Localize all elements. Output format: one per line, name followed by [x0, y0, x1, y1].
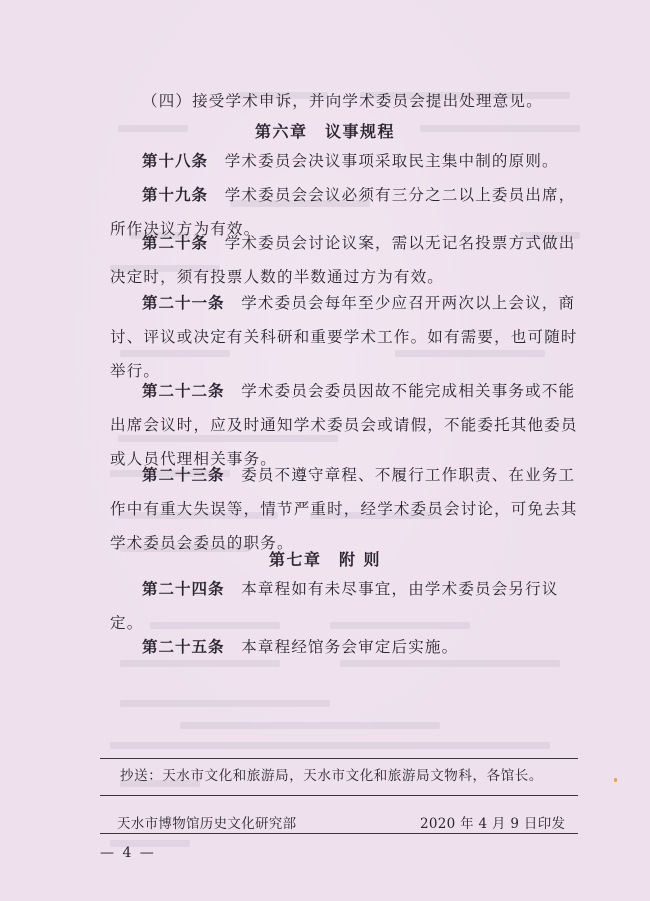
- footer-top-rule: [100, 758, 578, 759]
- article-20-label: 第二十条: [142, 233, 209, 252]
- orange-speck: [614, 778, 617, 782]
- article-22-label: 第二十二条: [142, 381, 225, 400]
- article-25-label: 第二十五条: [142, 637, 225, 656]
- article-21: 第二十一条 学术委员会每年至少应召开两次以上会议，商讨、评议或决定有关科研和重要学术工作。如有需要，也可随时举行。: [110, 293, 578, 380]
- article-21-label: 第二十一条: [142, 293, 225, 312]
- article-25: 第二十五条 本章程经馆务会审定后实施。: [142, 637, 459, 656]
- chapter-six-heading: 第六章 议事规程: [254, 122, 395, 141]
- article-24: 第二十四条 本章程如有未尽事宜，由学术委员会另行议定。: [110, 579, 559, 632]
- page-number: — 4 —: [100, 845, 156, 861]
- issuing-department: 天水市博物馆历史文化研究部: [117, 816, 297, 832]
- article-24-label: 第二十四条: [142, 579, 225, 598]
- article-23-label: 第二十三条: [142, 465, 225, 484]
- article-19: 第十九条 学术委员会会议必须有三分之二以上委员出席，所作决议方为有效。: [110, 185, 576, 238]
- article-18-label: 第十八条: [142, 151, 209, 170]
- article-20: 第二十条 学术委员会讨论议案，需以无记名投票方式做出决定时，须有投票人数的半数通过方为有效。: [110, 233, 576, 286]
- article-23: 第二十三条 委员不遵守章程、不履行工作职责、在业务工作中有重大失误等，情节严重时，经学术委员会讨论，可免去其学术委员会委员的职务。: [110, 465, 578, 552]
- chapter-seven-heading: 第七章 附 则: [268, 550, 382, 569]
- footer-middle-rule: [100, 795, 578, 796]
- article-18: 第十八条 学术委员会决议事项采取民主集中制的原则。: [142, 151, 559, 170]
- article-22: 第二十二条 学术委员会委员因故不能完成相关事务或不能出席会议时，应及时通知学术委员会或请假，不能委托其他委员或人员代理相关事务。: [110, 381, 578, 468]
- item-four: （四）接受学术申诉，并向学术委员会提出处理意见。: [142, 92, 543, 110]
- issue-date: 2020 年 4 月 9 日印发: [420, 816, 566, 832]
- footer-bottom-rule: [100, 833, 578, 834]
- cc-line: 抄送：天水市文化和旅游局，天水市文化和旅游局文物科，各馆长。: [120, 768, 543, 784]
- article-19-label: 第十九条: [142, 185, 209, 204]
